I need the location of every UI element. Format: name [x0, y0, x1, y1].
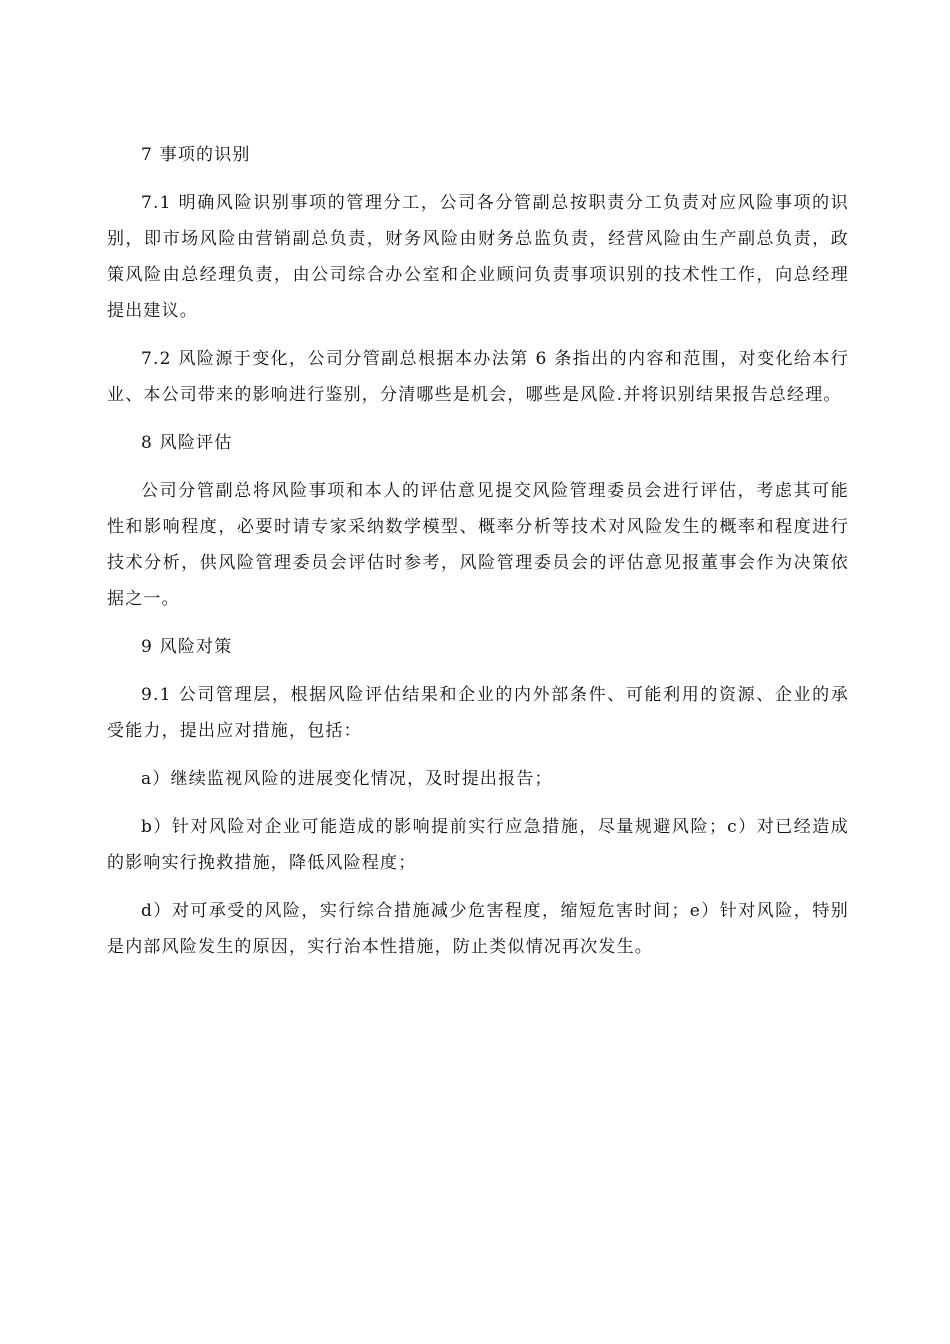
section-heading-7: 7 事项的识别: [141, 145, 251, 165]
paragraph-8: 公司分管副总将风险事项和本人的评估意见提交风险管理委员会进行评估，考虑其可能性和影响程度，必要时请专家采纳数学模型、概率分析等技术对风险发生的概率和程度进行技术分析，供风险管理委员会评估时参考，风险管理委员会的评估意见报董事会作为决策依据之一。: [107, 481, 849, 609]
list-item-b-c: b）针对风险对企业可能造成的影响提前实行应急措施，尽量规避风险；c）对已经造成的影响实行挽救措施，降低风险程度；: [107, 817, 849, 873]
section-heading-8: 8 风险评估: [141, 433, 233, 453]
paragraph-7-1: 7.1 明确风险识别事项的管理分工，公司各分管副总按职责分工负责对应风险事项的识别，即市场风险由营销副总负责，财务风险由财务总监负责，经营风险由生产副总负责，政策风险由总经理负责，由公司综合办公室和企业顾问负责事项识别的技术性工作，向总经理提出建议。: [107, 193, 849, 321]
list-item-a: a）继续监视风险的进展变化情况，及时提出报告；: [141, 769, 553, 789]
paragraph-7-2: 7.2 风险源于变化，公司分管副总根据本办法第 6 条指出的内容和范围，对变化给本行业、本公司带来的影响进行鉴别，分清哪些是机会，哪些是风险.并将识别结果报告总经理。: [107, 349, 849, 405]
document-page: [107, 137, 849, 977]
section-heading-9: 9 风险对策: [141, 637, 233, 657]
paragraph-9-1: 9.1 公司管理层，根据风险评估结果和企业的内外部条件、可能利用的资源、企业的承受能力，提出应对措施，包括：: [107, 685, 849, 741]
list-item-d-e: d）对可承受的风险，实行综合措施减少危害程度，缩短危害时间；e）针对风险，特别是内部风险发生的原因，实行治本性措施，防止类似情况再次发生。: [107, 901, 849, 957]
